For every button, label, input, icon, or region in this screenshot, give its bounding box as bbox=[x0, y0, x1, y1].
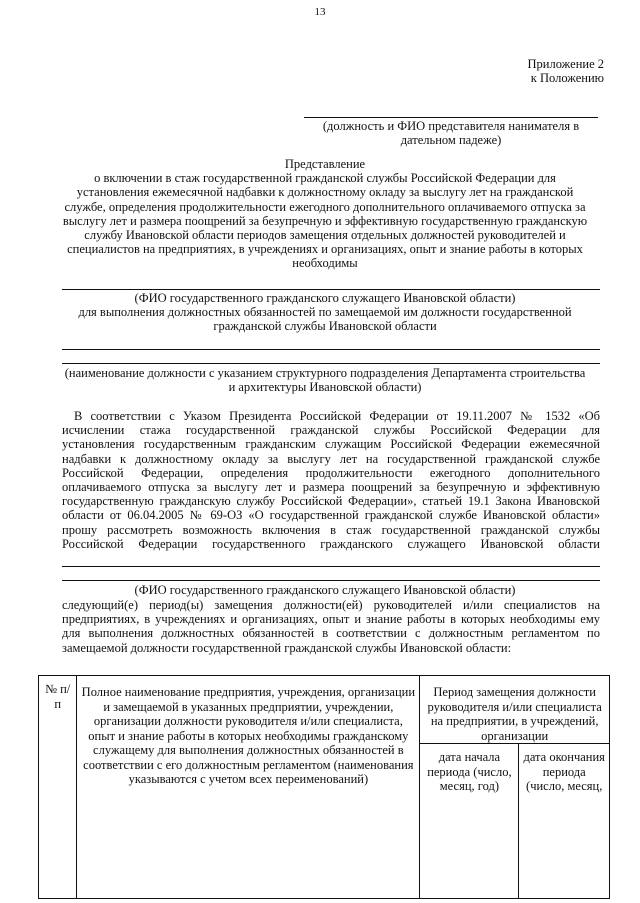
paragraph-line: исчислении стажа государственной гражданской службы Российской Федерации для bbox=[62, 423, 600, 438]
col-number-header: № п/п bbox=[39, 676, 77, 899]
appendix-line-1: Приложение 2 bbox=[527, 57, 604, 71]
paragraph-line: для выполнения должностных обязанностей в соответствии с должностным регламентом по bbox=[62, 626, 600, 641]
employee-caption bbox=[40, 291, 610, 334]
appendix-label bbox=[528, 57, 604, 85]
employee-fill-line-3 bbox=[62, 580, 600, 581]
main-paragraph bbox=[62, 409, 600, 551]
appendix-line-2: к Положению bbox=[530, 71, 604, 85]
paragraph-line: В соответствии с Указом Президента Российской Федерации от 19.11.2007 № 1532 «Об bbox=[74, 409, 600, 423]
periods-table bbox=[38, 675, 610, 899]
title-line: выслугу лет и размера поощрений за безупречную и эффективную государственную гражданскую bbox=[62, 213, 588, 228]
paragraph-line: предприятиях, в учреждениях и организациях, опыт и знание работы в которых необходимы ему bbox=[62, 612, 600, 627]
paragraph-line: замещаемой должности государственной гражданской службы Ивановской области: bbox=[62, 640, 512, 655]
page-number: 13 bbox=[314, 6, 326, 18]
position-caption-line-2: и архитектуры Ивановской области) bbox=[228, 380, 422, 395]
position-caption-line-1: (наименование должности с указанием структурного подразделения Департамента строительства bbox=[64, 366, 586, 380]
title-line: необходимы bbox=[292, 256, 358, 271]
position-fill-line-2 bbox=[62, 363, 600, 364]
employer-caption-line-1: (должность и ФИО представителя нанимателя в bbox=[322, 119, 580, 133]
employee-caption-line-3: гражданской службы Ивановской области bbox=[213, 319, 437, 334]
document-title bbox=[40, 157, 610, 271]
paragraph-line: надбавки к должностному окладу за выслугу лет на государственной гражданской службе bbox=[62, 451, 600, 466]
paragraph-line: государственную гражданскую службу Российской Федерации», статьей 19.1 Закона Ивановской bbox=[62, 494, 600, 509]
paragraph-line: установления государственным гражданским служащим Российской Федерации ежемесячной bbox=[62, 437, 600, 452]
title-heading: Представление bbox=[284, 157, 366, 171]
col-end-header: дата окончания периода (число, месяц, bbox=[519, 744, 610, 899]
col-period-header: Период замещения должности руководителя и/или специалиста на предприятии, в учреждений, организации bbox=[420, 676, 610, 744]
paragraph-line: Российской Федерации государственного гражданского служащего Ивановской области bbox=[62, 536, 600, 551]
employee-fill-line-2 bbox=[62, 566, 600, 567]
title-line: о включении в стаж государственной гражданской службы Российской Федерации для bbox=[94, 171, 556, 186]
employee-caption-line-2: для выполнения должностных обязанностей по замещаемой им должности государственной bbox=[78, 305, 572, 320]
paragraph-line: следующий(е) период(ы) замещения должности(ей) руководителей и/или специалистов на bbox=[62, 598, 600, 612]
title-line: специалистов на предприятиях, в учреждениях и организациях, опыт и знание работы в которых bbox=[67, 242, 583, 257]
position-fill-line-1 bbox=[62, 349, 600, 350]
employer-caption bbox=[304, 119, 598, 147]
position-caption bbox=[40, 366, 610, 394]
employee-caption-2: (ФИО государственного гражданского служащего Ивановской области) bbox=[134, 583, 516, 597]
title-line: службе, определения продолжительности ежегодного дополнительного оплачиваемого отпуска за bbox=[64, 199, 586, 214]
col-start-header: дата начала периода (число, месяц, год) bbox=[420, 744, 519, 899]
second-paragraph bbox=[62, 598, 600, 655]
paragraph-line: Российской Федерации, определения продолжительности ежегодного дополнительного bbox=[62, 465, 600, 480]
employee-caption-line-1: (ФИО государственного гражданского служащего Ивановской области) bbox=[134, 291, 516, 305]
paragraph-line: оплачиваемого отпуска за выслугу лет и размера поощрений за безупречную и эффективную bbox=[62, 480, 600, 495]
col-name-header: Полное наименование предприятия, учреждения, организации и замещаемой в указанных предприятии, учреждении, организации должности руководителя и/или специалиста, опыт и знание работы в которых необходимы гражданскому служащему для выполнения должностных обязанностей в соответствии с его должностным регламентом (наименования указываются с учетом всех переименований) bbox=[77, 676, 420, 899]
employer-fill-line bbox=[304, 117, 598, 118]
paragraph-line: области от 06.04.2005 № 69-ОЗ «О государственной гражданской службе Ивановской области» bbox=[62, 508, 600, 523]
title-line: установления ежемесячной надбавки к должностному окладу за выслугу лет на гражданской bbox=[76, 185, 574, 200]
title-line: службу Ивановской области периодов замещения отдельных должностей руководителей и bbox=[84, 228, 566, 243]
paragraph-line: прошу рассмотреть возможность включения в стаж государственной гражданской службы bbox=[62, 522, 600, 537]
employer-caption-line-2: дательном падеже) bbox=[400, 133, 502, 147]
employee-fill-line bbox=[62, 289, 600, 290]
